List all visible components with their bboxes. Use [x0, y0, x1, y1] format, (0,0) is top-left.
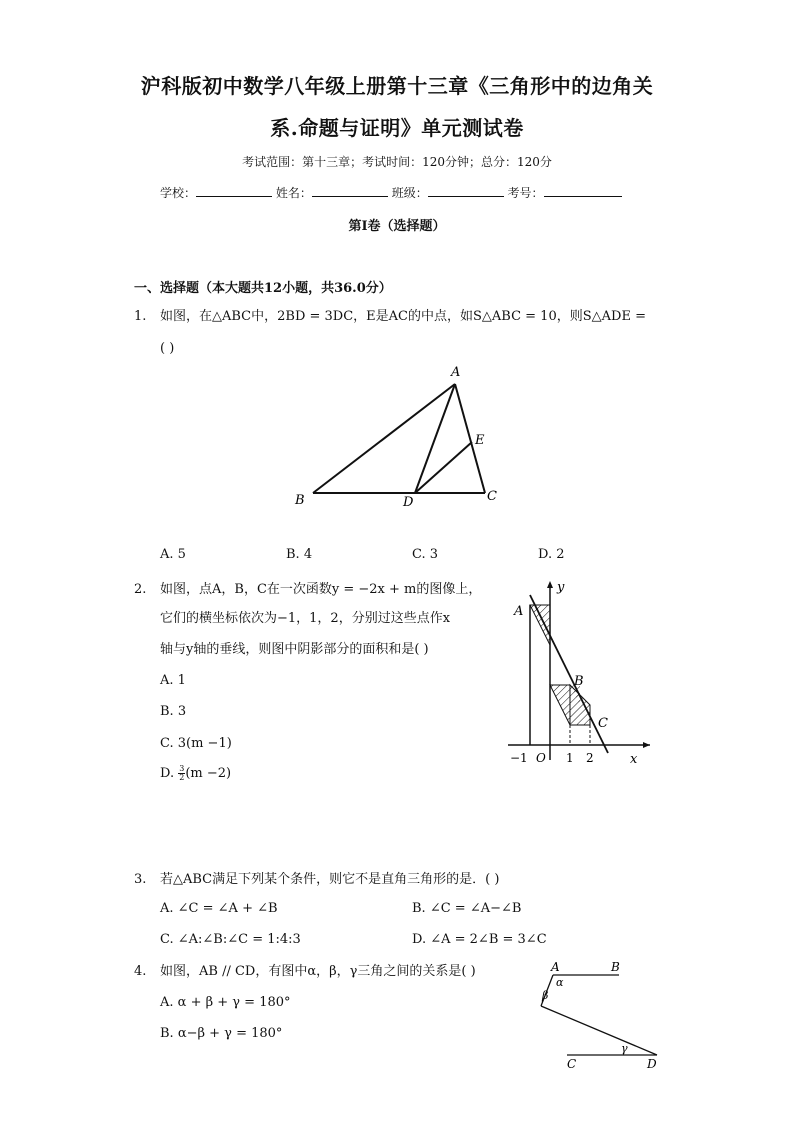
q3-option-a[interactable]: A. ∠C = ∠A + ∠B	[160, 901, 278, 916]
q4-parallel-figure	[525, 958, 665, 1073]
q4-text: 如图，AB // CD，有图中α，β，γ三角之间的关系是( )	[160, 964, 476, 979]
number-label: 考号：	[507, 186, 544, 200]
q2-option-d[interactable]	[160, 765, 231, 782]
q3-text: 若△ABC满足下列某个条件，则它不是直角三角形的是．( )	[160, 872, 500, 887]
class-label: 班级：	[391, 186, 428, 200]
q3-option-d[interactable]: D. ∠A = 2∠B = 3∠C	[412, 932, 547, 947]
q2-option-d-fraction: $\frac{3}{2}$	[179, 764, 185, 782]
q1-text: 如图，在△ABC中，2BD = 3DC，E是AC的中点，如S△ABC = 10，则S△ADE =	[160, 309, 646, 324]
q1-triangle-figure	[285, 360, 505, 510]
q2-line2: 它们的横坐标依次为−1，1，2，分别过这些点作x	[160, 611, 451, 626]
x-axis-arrow	[643, 742, 650, 748]
label-x: x	[630, 752, 638, 767]
class-blank[interactable]	[428, 184, 504, 197]
q1-paren: ( )	[160, 341, 175, 356]
shaded-triangle-a	[530, 605, 550, 645]
label-d: D	[647, 1057, 657, 1071]
school-label: 学校：	[160, 186, 197, 200]
q2-number: 2.	[134, 582, 147, 597]
q2-graph-figure	[500, 575, 660, 775]
student-fields	[160, 184, 622, 201]
name-blank[interactable]	[312, 184, 388, 197]
q1-option-d[interactable]: D. 2	[538, 547, 565, 562]
exam-info: 考试范围：第十三章；考试时间：120分钟；总分：120分	[242, 155, 552, 169]
q2-option-b[interactable]: B. 3	[160, 704, 187, 719]
label-point-a: A	[514, 604, 524, 619]
q4-option-a[interactable]: A. α + β + γ = 180°	[160, 995, 291, 1010]
label-point-c: C	[598, 716, 608, 731]
volume-title: 第I卷（选择题）	[348, 219, 446, 234]
shaded-triangle-b	[550, 685, 570, 725]
q2-option-a[interactable]: A. 1	[160, 673, 186, 688]
q1-option-c[interactable]: C. 3	[412, 547, 439, 562]
section-heading: 一、选择题（本大题共12小题，共36.0分）	[134, 281, 392, 296]
tick-2: 2	[586, 751, 594, 765]
label-beta: β	[542, 989, 549, 1002]
label-d: D	[403, 495, 414, 510]
school-blank[interactable]	[196, 184, 272, 197]
q1-option-b[interactable]: B. 4	[286, 547, 313, 562]
name-label: 姓名：	[275, 186, 312, 200]
label-e: E	[475, 433, 485, 448]
tick-1: 1	[566, 751, 574, 765]
q1-option-a[interactable]: A. 5	[160, 547, 186, 562]
q4-option-b[interactable]: B. α−β + γ = 180°	[160, 1026, 283, 1041]
segment-bend-d	[541, 1006, 657, 1055]
label-b: B	[295, 493, 305, 508]
q2-line3: 轴与y轴的垂线，则图中阴影部分的面积和是( )	[160, 642, 429, 657]
y-axis-arrow	[547, 581, 553, 588]
label-point-b: B	[574, 674, 584, 689]
q2-option-d-prefix: D.	[160, 766, 175, 781]
label-a: A	[451, 365, 461, 380]
q2-option-c[interactable]: C. 3(m −1)	[160, 736, 232, 751]
q2-option-d-tail: (m −2)	[185, 766, 232, 781]
number-blank[interactable]	[544, 184, 622, 197]
label-y: y	[557, 580, 565, 595]
label-c: C	[567, 1057, 577, 1071]
q3-number: 3.	[134, 872, 147, 887]
tick-neg1: −1	[510, 751, 528, 765]
label-c: C	[487, 489, 497, 504]
q3-option-c[interactable]: C. ∠A:∠B:∠C = 1:4:3	[160, 932, 301, 947]
label-alpha: α	[556, 976, 564, 989]
label-a: A	[551, 960, 560, 974]
function-line	[530, 595, 608, 753]
page-title-line2: 系.命题与证明》单元测试卷	[270, 116, 524, 140]
q4-number: 4.	[134, 964, 147, 979]
label-origin: O	[536, 751, 546, 765]
label-gamma: γ	[621, 1042, 628, 1055]
q2-line1: 如图，点A，B，C在一次函数y = −2x + m的图像上，	[160, 582, 482, 597]
label-b: B	[611, 960, 620, 974]
q1-number: 1.	[134, 309, 147, 324]
page-title-line1: 沪科版初中数学八年级上册第十三章《三角形中的边角关	[140, 74, 654, 98]
q3-option-b[interactable]: B. ∠C = ∠A−∠B	[412, 901, 522, 916]
